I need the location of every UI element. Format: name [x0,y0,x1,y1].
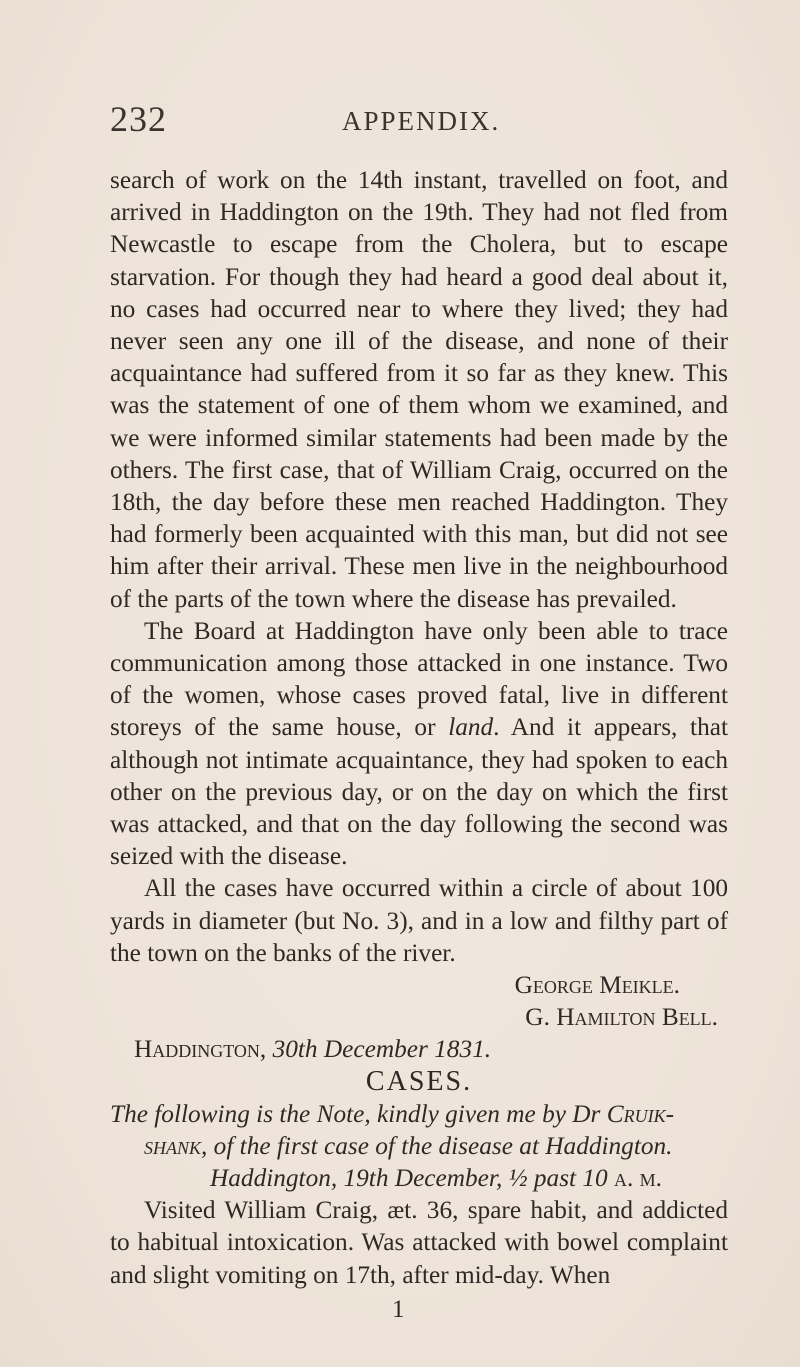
note-doctor-name-1: Cruik- [606,1099,675,1128]
dateline [110,1033,728,1065]
entry-heading [110,1162,728,1194]
dateline-place: Haddington, [134,1035,267,1064]
signature-hamilton-bell: G. Hamilton Bell. [525,1003,718,1032]
note-intro-end: , of the first case of the disease at Haddington. [201,1131,673,1160]
cases-heading: CASES. [365,1065,473,1097]
paragraph-2-start: The Board at Haddington have only been able to trace communication among those attacked in one instance. Two of the women, whose cases proved fatal, live in different storeys of the same house, or [110,616,728,742]
paragraph-3: All the cases have occurred within a circle of about 100 yards in diameter (but No. 3), and in a low and filthy part of the town on the banks of the river. [110,874,728,967]
paragraph-2-italic-word: land [448,713,494,742]
signature-mark: 1 [392,1296,405,1323]
entry-heading-time: a. m. [614,1163,662,1192]
page-number: 232 [110,99,167,139]
signature-george-meikle: George Meikle. [514,971,680,1000]
dateline-date: 30th December 1831. [272,1035,492,1064]
body-text [110,164,728,1291]
note-doctor-name-2: shank [144,1131,202,1160]
paragraph-1: search of work on the 14th instant, travelled on foot, and arrived in Haddington on the 19th. They had not fled from Newcastle to escape from the Cholera, but to escape starvation. For though they had heard a good deal about it, no cases had occurred near to where they lived; they had never seen any one ill of the disease, and none of their acquaintance had suffered from it so far as they knew. This was the statement of one of them whom we examined, and we were informed similar statements had been made by the others. The first case, that of William Craig, occurred on the 18th, the day before these men reached Haddington. They had formerly been acquainted with this man, but did not see him after their arrival. These men live in the neighbourhood of the parts of the town where the disease has prevailed. [110,166,728,613]
paragraph-2 [110,615,728,873]
paragraph-2-end: . And it appears, that although not intimate acquaintance, they had spoken to each other on the previous day, or on the day on which the first was attacked, and that on the day following the second was seized with the disease. [110,713,728,871]
page-header [110,98,730,148]
running-head: APPENDIX. [342,106,501,136]
note-intro-start: The following is the Note, kindly given me by Dr [110,1099,607,1128]
entry-heading-text: Haddington, 19th December, ½ past 10 [210,1163,615,1192]
entry-text: Visited William Craig, æt. 36, spare habit, and addicted to habitual intoxication. Was attacked with bowel complaint and slight vomiting on 17th, after mid-day. When [110,1196,728,1289]
note-intro [110,1098,728,1162]
